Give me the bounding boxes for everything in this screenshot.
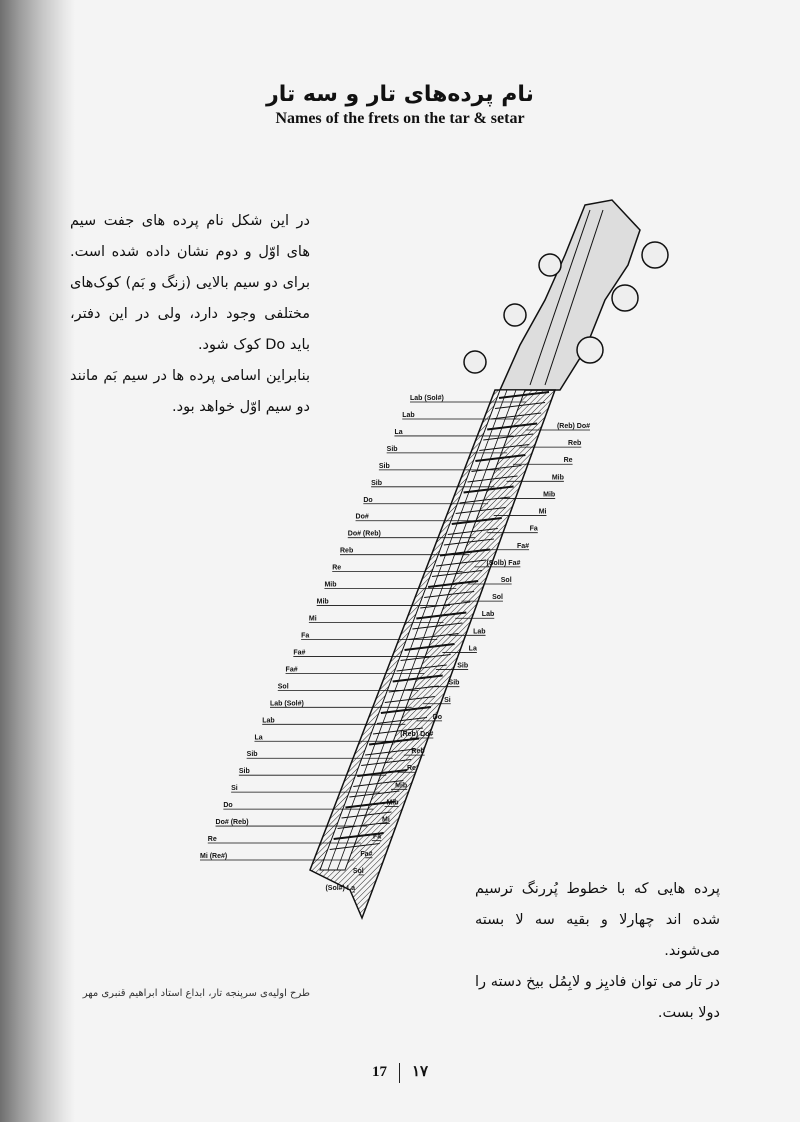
fret-label-right: Mi [382,816,390,824]
fret-label-left: Lab (Sol#) [270,700,304,708]
fret-label-right: (Reb) Do# [556,423,590,430]
page-number [330,1062,470,1083]
note-paragraph-2: در تار می توان فادیِز و لابِمُل بیخ دسته را دولا بست. [475,974,720,1021]
fret-label-right: Re [406,765,416,773]
fret-label-right: Mib [551,474,564,482]
fret-label-right: Mi [538,508,547,516]
fret-label-right: Mib [386,799,399,807]
fingerboard-strings-area [320,390,525,870]
fret-label-left: Do# (Reb) [215,819,249,827]
tuning-peg-icon [612,285,638,311]
fret-label-right: Fa [529,525,538,533]
page-number-latin: 17 [371,1064,387,1080]
fret-label-left: Fa [301,632,310,640]
fret-label-right: Reb [568,440,582,448]
fret-label-left: Sib [378,462,390,470]
fret-label-left: Do# [355,513,369,521]
fret-label-left: Sib [238,768,250,776]
fret-label-left: Mib [316,598,329,606]
fret-label-left: Mi (Re#) [200,853,228,860]
fret-label-left: Lab [262,717,275,725]
fret-label-left: Do# (Reb) [347,530,381,538]
fret-label-left: Mi [308,615,317,623]
fret-label-right: Sol [500,577,512,584]
fret-label-left: Sib [386,445,398,453]
fret-label-right: Lab [473,628,486,636]
fret-label-left: Fa# [293,649,306,657]
fret-label-right: Sol [352,867,364,875]
fret-label-left: Sol [277,683,289,691]
fret-label-right: Mib [395,782,408,790]
fret-label-left: Re [332,564,342,572]
fret-label-right: (Solb) Fa# [486,559,521,567]
page-number-divider [399,1063,400,1083]
fret-label-right: Fa# [360,850,373,858]
image-credit: طرح اولیه‌ی سرپنجه تار، ابداع استاد ابراهیم قنبری مهر [82,988,310,999]
fret-label-left: Lab [402,411,415,419]
fret-label-left: Lab (Sol#) [410,395,444,402]
fret-label-right: Sib [457,662,469,670]
intro-paragraph-1: در این شکل نام پرده های جفت سیم های اوّل و دوم نشان داده شده است. برای دو سیم بالایی (زنگ و بَم) کوک‌های مختلفی وجود دارد، ولی در این دفتر، باید Do کوک شود. [70,213,310,353]
fret-label-left: Sib [371,479,383,487]
fret-label-right: Re [563,457,573,465]
pegbox [464,200,668,390]
note-paragraph-1: پرده هایی که با خطوط پُررنگ ترسیم شده اند چهارلا و بقیه سه لا بسته می‌شوند. [475,881,720,959]
fret-label-left: Mib [324,581,337,589]
tuning-peg-icon [504,304,526,326]
fret-label-right: Sol [492,594,503,602]
fret-label-right: (Sol#) La [325,885,355,892]
page-number-persian: ۱۷ [411,1064,429,1080]
fret-label-right: Do [432,713,443,721]
fret-label-right: La [468,645,477,653]
fret-label-right: Lab [481,611,495,619]
title-english: Names of the frets on the tar & setar [275,110,525,127]
fret-label-left: La [254,734,263,742]
tuning-peg-icon [577,337,603,363]
tuning-peg-icon [539,254,561,276]
fret-label-right: Reb [411,748,425,756]
fret-label-right: Fa [372,833,382,841]
fret-label-right: (Reb) Do# [400,731,434,738]
fret-note-text [475,874,720,1029]
fret-label-left: Do [223,802,233,810]
title-persian: نام پرده‌های تار و سه تار [266,82,534,107]
tuning-peg-icon [642,242,668,268]
fret-label-right: Fa# [517,542,530,550]
fret-label-left: Do [363,496,373,504]
tuning-peg-icon [464,351,486,373]
fret-label-right: Mib [543,491,556,499]
fret-label-left: Re [207,836,217,844]
fret-label-left: Fa# [285,666,298,674]
fret-label-left: Reb [340,547,354,555]
fret-label-left: Si [231,785,238,793]
fret-label-right: Sib [448,679,460,687]
fret-label-left: La [394,428,403,436]
fret-label-left: Sib [246,751,258,759]
intro-paragraph-2: بنابراین اسامی پرده ها در سیم بَم مانند دو سیم اوّل خواهد بود. [70,368,310,415]
fret-label-right: Si [444,696,451,704]
